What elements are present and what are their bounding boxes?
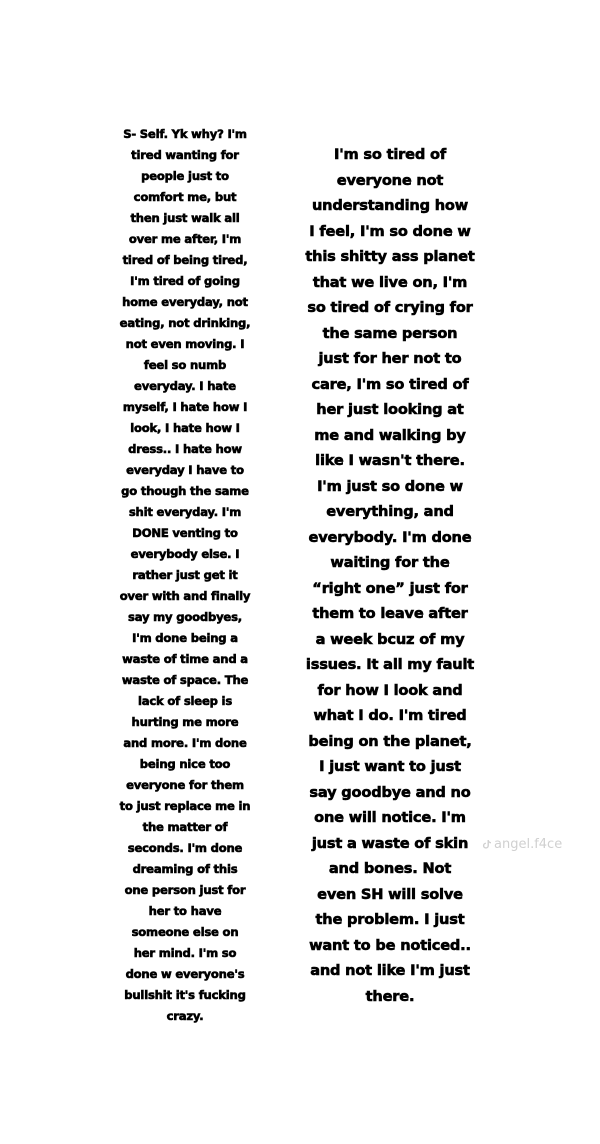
caption-line: and not like I'm just [307, 958, 473, 984]
caption-line: to just replace me in [117, 796, 254, 817]
tiktok-logo-icon [482, 838, 492, 848]
caption-line: say goodbye and no [306, 780, 473, 806]
caption-line: waste of time and a [119, 649, 251, 670]
caption-line: I'm so tired of [331, 142, 449, 168]
caption-line: people just to [138, 166, 232, 187]
caption-line: “right one” just for [309, 576, 470, 602]
caption-line: understanding how [309, 193, 471, 219]
caption-line: there. [363, 984, 418, 1010]
caption-line: everyday I have to [123, 460, 247, 481]
caption-line: everything, and [323, 499, 457, 525]
caption-line: care, I'm so tired of [309, 372, 472, 398]
caption-line: this shitty ass planet [302, 244, 477, 270]
caption-line: hurting me more [129, 712, 242, 733]
caption-line: eating, not drinking, [117, 313, 254, 334]
caption-line: rather just get it [129, 565, 240, 586]
caption-line: everyone for them [123, 775, 247, 796]
caption-line: feel so numb [141, 355, 229, 376]
caption-line: everyday. I hate [131, 376, 239, 397]
caption-line: even SH will solve [314, 882, 466, 908]
caption-line: the matter of [140, 817, 231, 838]
caption-line: tired of being tired, [120, 250, 251, 271]
caption-line: everybody. I'm done [306, 525, 475, 551]
caption-line: one will notice. I'm [311, 805, 469, 831]
caption-line: like I wasn't there. [312, 448, 468, 474]
caption-line: dress.. I hate how [125, 439, 245, 460]
caption-line: that we live on, I'm [310, 270, 470, 296]
caption-line: S- Self. Yk why? I'm [120, 124, 250, 145]
caption-line: so tired of crying for [304, 295, 475, 321]
caption-line: everybody else. I [128, 544, 243, 565]
caption-line: done w everyone's [123, 964, 248, 985]
watermark-text: angel.f4ce [494, 837, 563, 852]
caption-line: myself, I hate how I [120, 397, 250, 418]
caption-line: DONE venting to [129, 523, 240, 544]
caption-line: I'm just so done w [314, 474, 466, 500]
caption-line: waste of space. The [119, 670, 251, 691]
caption-line: everyone not [334, 168, 446, 194]
caption-line: I feel, I'm so done w [306, 219, 473, 245]
caption-line: the problem. I just [313, 907, 468, 933]
caption-line: her just looking at [313, 397, 466, 423]
caption-line: look, I hate how I [127, 418, 243, 439]
caption-line: over me after, I'm [126, 229, 244, 250]
caption-line: say my goodbyes, [125, 607, 245, 628]
right-caption-block [290, 142, 490, 1009]
caption-line: go though the same [118, 481, 252, 502]
caption-line: them to leave after [309, 601, 470, 627]
caption-line: want to be noticed.. [306, 933, 474, 959]
caption-line: one person just for [122, 880, 249, 901]
caption-line: issues. It all my fault [303, 652, 477, 678]
caption-line: being nice too [137, 754, 233, 775]
caption-line: just a waste of skin [309, 831, 471, 857]
caption-line: crazy. [164, 1006, 207, 1027]
caption-line: just for her not to [315, 346, 464, 372]
caption-line: the same person [320, 321, 461, 347]
caption-line: tired wanting for [128, 145, 242, 166]
caption-line: I'm done being a [129, 628, 241, 649]
caption-line: for how I look and [314, 678, 465, 704]
caption-line: someone else on [129, 922, 242, 943]
caption-line: and bones. Not [326, 856, 454, 882]
caption-line: what I do. I'm tired [310, 703, 469, 729]
caption-line: seconds. I'm done [125, 838, 245, 859]
caption-line: waiting for the [327, 550, 452, 576]
caption-line: being on the planet, [305, 729, 474, 755]
caption-line: bullshit it's fucking [121, 985, 248, 1006]
caption-line: dreaming of this [130, 859, 241, 880]
watermark [482, 837, 562, 852]
caption-line: a week bcuz of my [313, 627, 468, 653]
caption-line: me and walking by [311, 423, 468, 449]
caption-line: comfort me, but [131, 187, 240, 208]
caption-line: home everyday, not [119, 292, 251, 313]
caption-line: shit everyday. I'm [126, 502, 244, 523]
caption-line: her to have [146, 901, 225, 922]
caption-line: I'm tired of going [127, 271, 243, 292]
caption-line: not even moving. I [123, 334, 248, 355]
caption-line: then just walk all [127, 208, 242, 229]
caption-line: I just want to just [316, 754, 464, 780]
caption-line: and more. I'm done [120, 733, 249, 754]
caption-line: her mind. I'm so [131, 943, 240, 964]
caption-line: lack of sleep is [135, 691, 235, 712]
caption-line: over with and finally [117, 586, 253, 607]
